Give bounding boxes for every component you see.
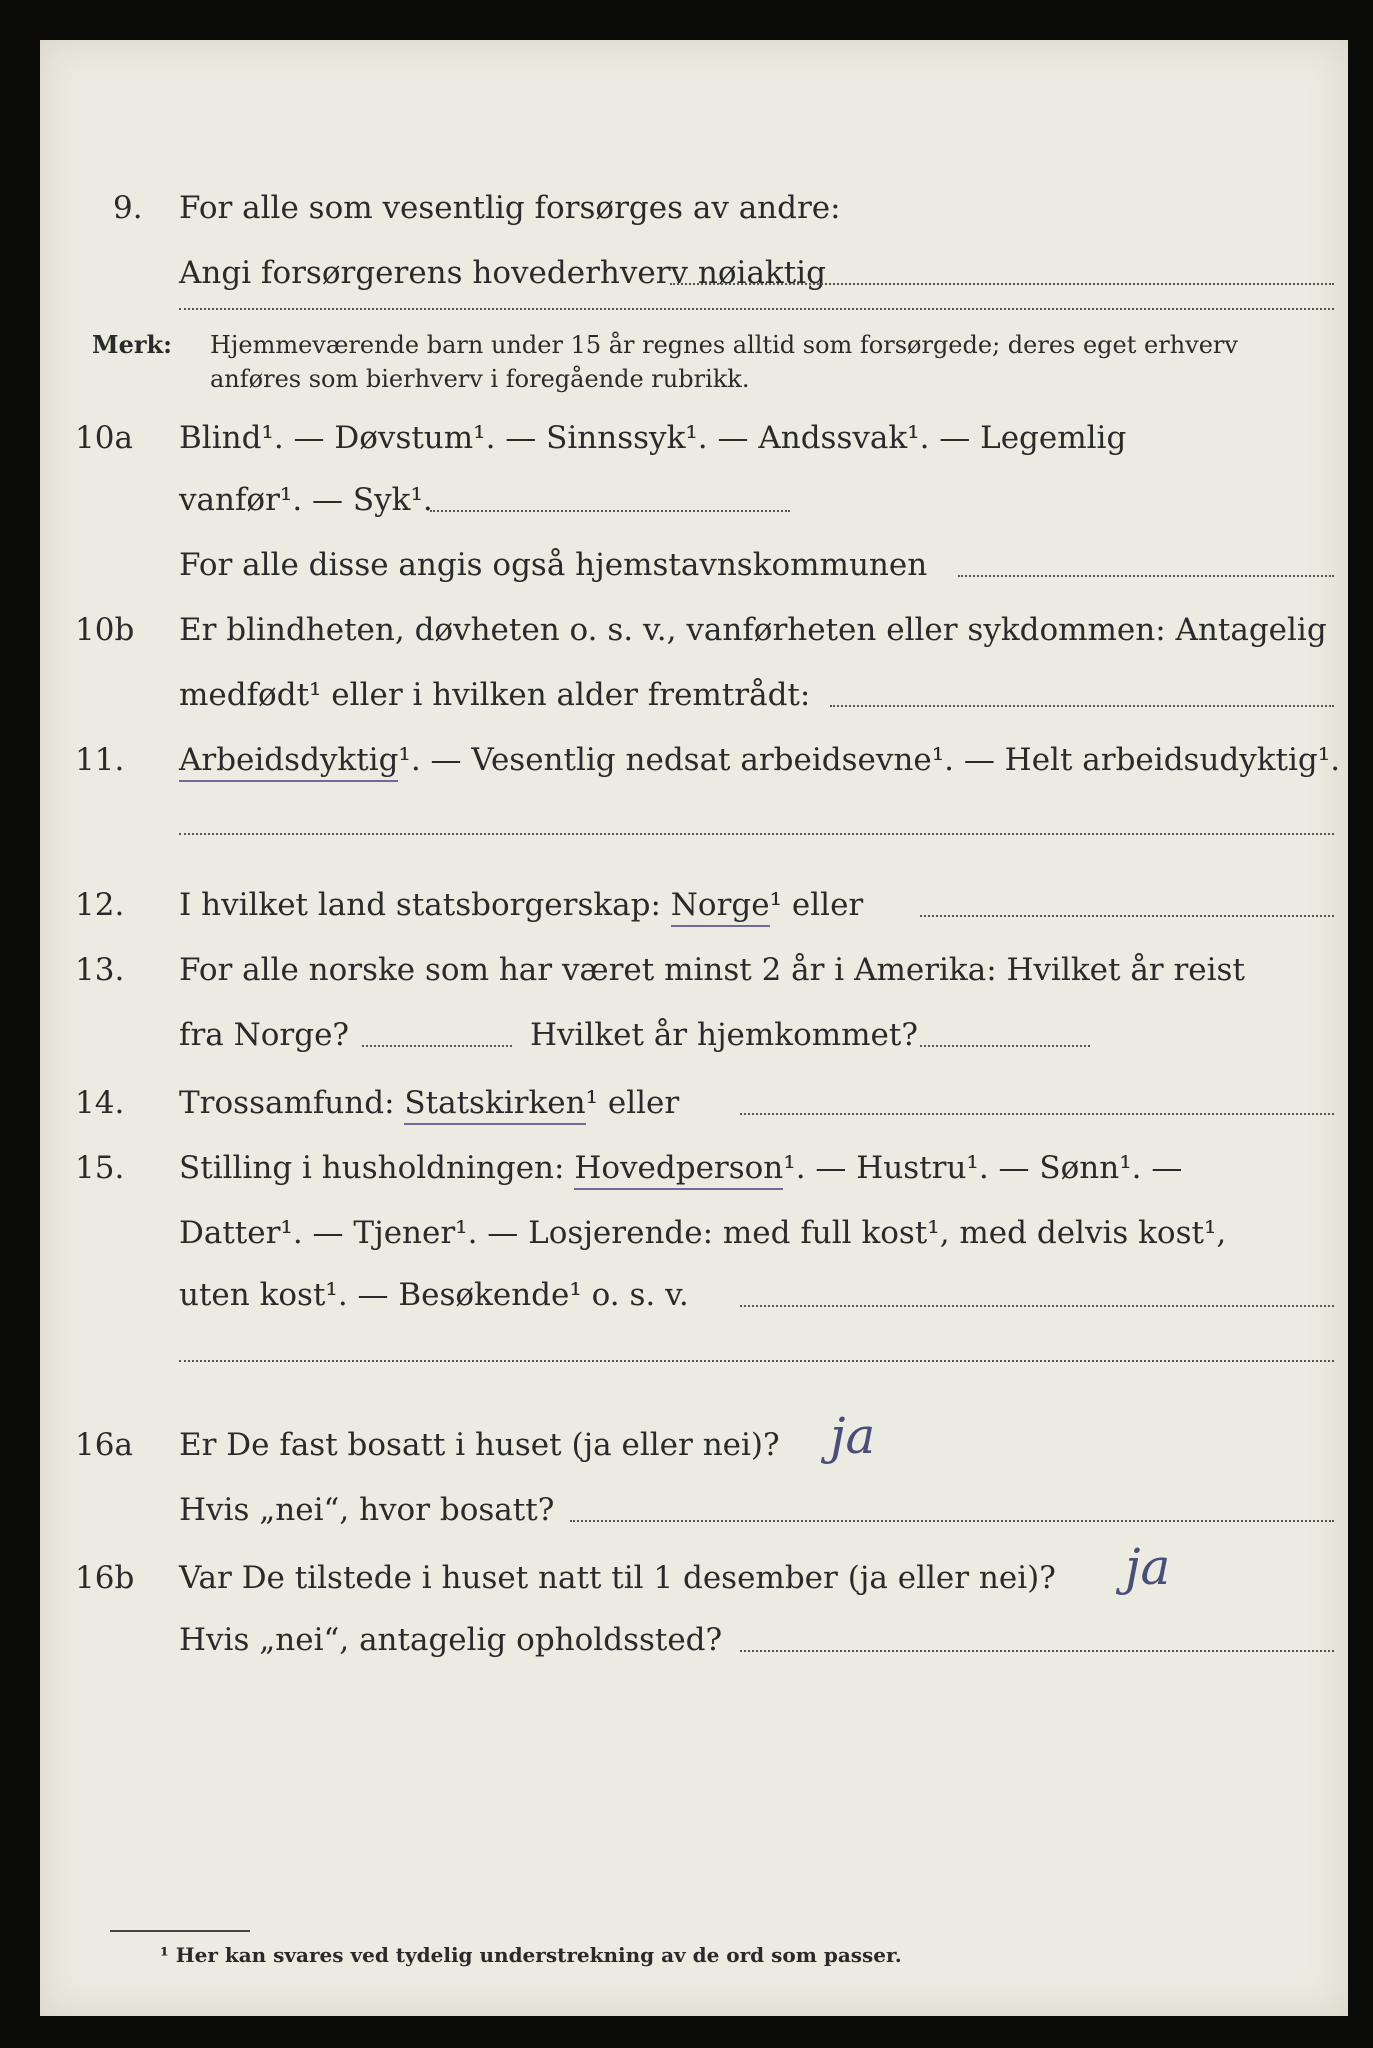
q16a-question: Er De fast bosatt i huset (ja eller nei)? — [179, 1427, 780, 1463]
q11-options — [179, 740, 1340, 780]
q16a-answer-field[interactable] — [570, 1520, 1334, 1522]
q12-rest: ¹ eller — [769, 887, 864, 923]
q14-text: Trossamfund: — [179, 1085, 395, 1121]
q15-question — [179, 1148, 1182, 1188]
q15-answer-field[interactable] — [740, 1305, 1334, 1307]
q16b-number: 16b — [75, 1560, 135, 1596]
q15-text: Stilling i husholdningen: — [179, 1150, 565, 1186]
q16b-prompt: Hvis „nei“, antagelig opholdssted? — [179, 1622, 723, 1658]
q9-question: For alle som vesentlig forsørges av andre: — [179, 190, 841, 226]
q13-left-field[interactable] — [362, 1045, 512, 1047]
q10a-options-2: vanfør¹. — Syk¹. — [179, 482, 433, 518]
q16a-number: 16a — [75, 1427, 133, 1463]
q15-rest: ¹. — Hustru¹. — Sønn¹. — — [783, 1150, 1183, 1186]
q11-selected-option: Arbeidsdyktig — [179, 742, 398, 782]
q10b-prompt: medfødt¹ eller i hvilken alder fremtrådt: — [179, 677, 811, 713]
q10a-answer-field[interactable] — [430, 510, 790, 512]
merk-text-1: Hjemmeværende barn under 15 år regnes alltid som forsørgede; deres eget erhverv — [210, 331, 1238, 359]
q12-number: 12. — [75, 887, 125, 923]
merk-label: Merk: — [92, 330, 172, 359]
q14-answer-field[interactable] — [740, 1113, 1334, 1115]
q15-options-3: uten kost¹. — Besøkende¹ o. s. v. — [179, 1277, 689, 1313]
q16b-answer-field[interactable] — [740, 1650, 1334, 1652]
q11-number: 11. — [75, 742, 125, 778]
q10b-answer-field[interactable] — [830, 705, 1334, 707]
q15-number: 15. — [75, 1150, 125, 1186]
q15-answer-line[interactable] — [179, 1360, 1334, 1362]
q11-rest: ¹. — Vesentlig nedsat arbeidsevne¹. — Helt arbeidsudyktig¹. — [398, 742, 1341, 778]
q9-prompt: Angi forsørgerens hovederhverv nøiaktig — [179, 255, 826, 291]
q16a-handwritten-answer[interactable]: ja — [830, 1407, 876, 1465]
q14-question — [179, 1083, 679, 1123]
q14-selected-option: Statskirken — [404, 1085, 585, 1125]
q15-options-2: Datter¹. — Tjener¹. — Losjerende: med full kost¹, med delvis kost¹, — [179, 1215, 1227, 1251]
footnote-rule — [110, 1930, 250, 1932]
q9-answer-field[interactable] — [670, 283, 1334, 285]
q10b-number: 10b — [75, 612, 135, 648]
q11-answer-line[interactable] — [179, 833, 1334, 835]
footnote: ¹ Her kan svares ved tydelig understrekning av de ord som passer. — [160, 1943, 902, 1967]
q14-number: 14. — [75, 1085, 125, 1121]
q13-question: For alle norske som har været minst 2 år i Amerika: Hvilket år reist — [179, 952, 1245, 988]
q13-number: 13. — [75, 952, 125, 988]
q16b-handwritten-answer[interactable]: ja — [1125, 1538, 1171, 1596]
q12-selected-option: Norge — [671, 887, 770, 927]
q12-answer-field[interactable] — [920, 915, 1334, 917]
q10a-number: 10a — [75, 420, 133, 456]
q10a-home-field[interactable] — [958, 575, 1334, 577]
q14-rest: ¹ eller — [585, 1085, 680, 1121]
merk-text-2: anføres som bierhverv i foregående rubrikk. — [210, 365, 750, 393]
q9-answer-line[interactable] — [179, 308, 1334, 310]
q12-text: I hvilket land statsborgerskap: — [179, 887, 661, 923]
q10a-home-prompt: For alle disse angis også hjemstavnskommunen — [179, 547, 928, 583]
q16a-prompt: Hvis „nei“, hvor bosatt? — [179, 1492, 555, 1528]
q9-number: 9. — [113, 190, 143, 226]
q13-right-field[interactable] — [920, 1045, 1090, 1047]
q16b-question: Var De tilstede i huset natt til 1 desember (ja eller nei)? — [179, 1560, 1056, 1596]
q13-right-prompt: Hvilket år hjemkommet? — [530, 1017, 918, 1053]
census-form-page — [40, 40, 1348, 2016]
q10a-options: Blind¹. — Døvstum¹. — Sinnssyk¹. — Andssvak¹. — Legemlig — [179, 420, 1127, 456]
q10b-question: Er blindheten, døvheten o. s. v., vanførheten eller sykdommen: Antagelig — [179, 612, 1327, 648]
q13-left-prompt: fra Norge? — [179, 1017, 350, 1053]
q12-question — [179, 885, 863, 925]
q15-selected-option: Hovedperson — [574, 1150, 783, 1190]
